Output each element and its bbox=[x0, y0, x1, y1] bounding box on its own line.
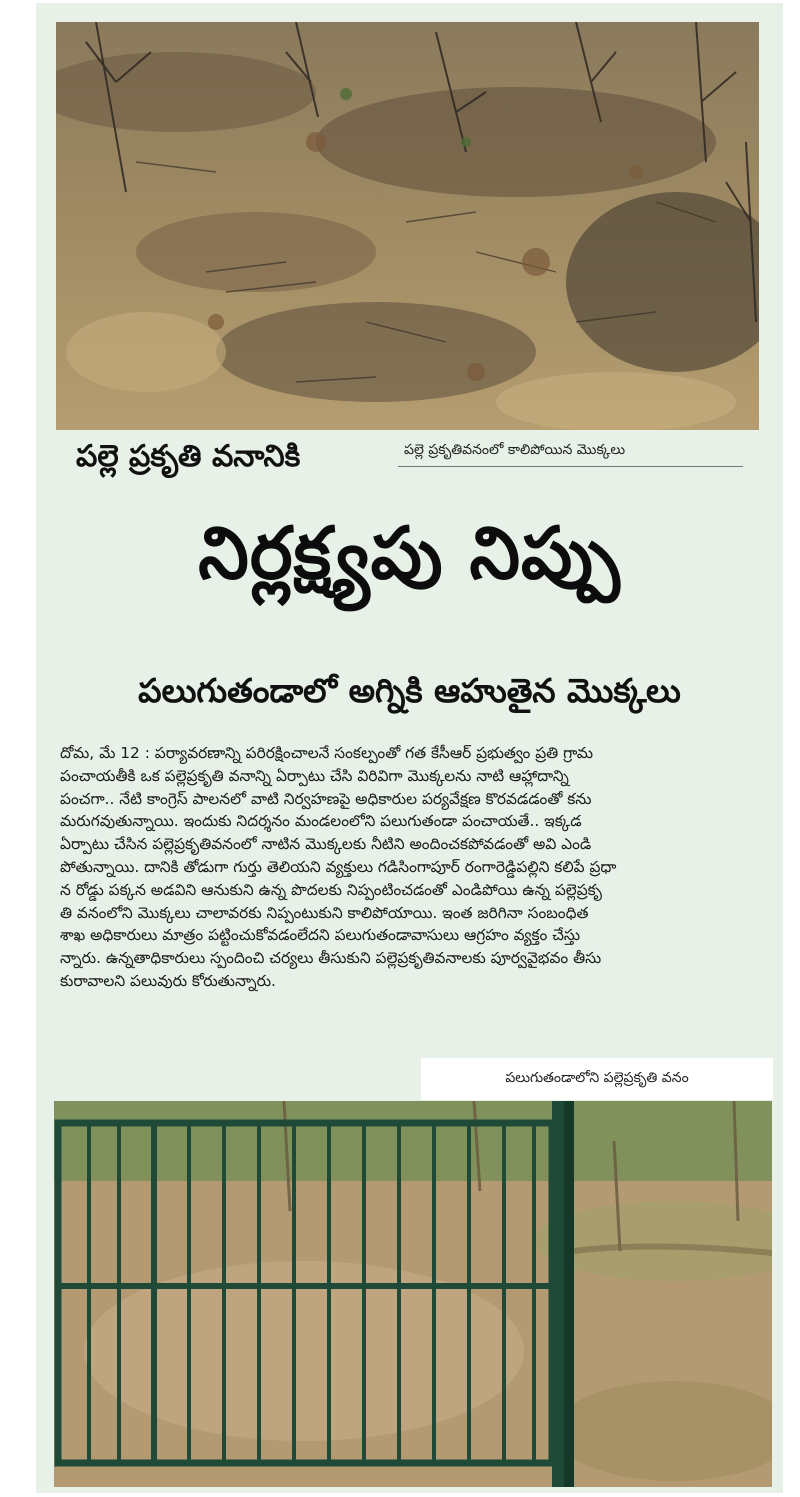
body-line: న్నారు. ఉన్నతాధికారులు స్పందించి చర్యలు తీసుకుని పల్లెప్రకృతివనాలకు పూర్వవైభవం తీసు bbox=[60, 949, 602, 968]
burnt-plants-photo bbox=[56, 22, 759, 430]
body-line: శాఖ అధికారులు మాత్రం పట్టించుకోవడంలేదని పలుగుతండావాసులు ఆగ్రహం వ్యక్తం చేస్తు bbox=[60, 926, 581, 945]
gate-photo bbox=[54, 1101, 772, 1487]
bottom-photo-caption: పలుగుతండాలోని పల్లెప్రకృతి వనం bbox=[421, 1058, 773, 1100]
article-kicker: పల్లె ప్రకృతి వనానికి bbox=[76, 439, 301, 474]
newspaper-clipping bbox=[36, 3, 783, 1493]
body-line: న రోడ్డు పక్కన అడవిని ఆనుకుని ఉన్న పొదలకు నిప్పంటించడంతో ఎండిపోయి ఉన్న పల్లెప్రకృ bbox=[60, 880, 602, 899]
body-line: తి వనంలోని మొక్కలు చాలావరకు నిప్పంటుకుని కాలిపోయాయి. ఇంత జరిగినా సంబంధిత bbox=[60, 903, 589, 922]
body-line: పంచాయతీకి ఒక పల్లెప్రకృతి వనాన్ని ఏర్పాటు చేసి విరివిగా మొక్కలను నాటి ఆహ్లాదాన్ని bbox=[60, 766, 569, 785]
top-photo-caption: పల్లె ప్రకృతివనంలో కాలిపోయిన మొక్కలు bbox=[398, 433, 743, 467]
article-headline: నిర్లక్ష్యపు నిప్పు bbox=[198, 511, 621, 595]
body-line: పంచగా.. నేటి కాంగ్రెస్ పాలనలో వాటి నిర్వహణపై అధికారుల పర్యవేక్షణ కొరవడడంతో కను bbox=[60, 789, 592, 808]
body-line: ఏర్పాటు చేసిన పల్లెప్రకృతివనంలో నాటిన మొక్కలకు నీటిని అందించకపోవడంతో అవి ఎండి bbox=[60, 835, 592, 854]
article-body bbox=[60, 742, 760, 993]
body-line: మరుగవుతున్నాయి. ఇందుకు నిదర్శనం మండలంలోని పలుగుతండా పంచాయతే.. ఇక్కడ bbox=[60, 812, 582, 831]
body-line: పోతున్నాయి. దానికి తోడుగా గుర్తు తెలియని వ్యక్తులు గడిసింగాపూర్ రంగారెడ్డిపల్లిని కలిపే ప్రధా bbox=[60, 857, 617, 876]
body-line: దోమ, మే 12 : పర్యావరణాన్ని పరిరక్షించాలనే సంకల్పంతో గత కేసీఆర్ ప్రభుత్వం ప్రతి గ్రామ bbox=[60, 744, 594, 762]
article-subheadline: పలుగుతండాలో అగ్నికి ఆహుతైన మొక్కలు bbox=[138, 671, 681, 710]
body-line: కురావాలని పలువురు కోరుతున్నారు. bbox=[60, 971, 276, 990]
